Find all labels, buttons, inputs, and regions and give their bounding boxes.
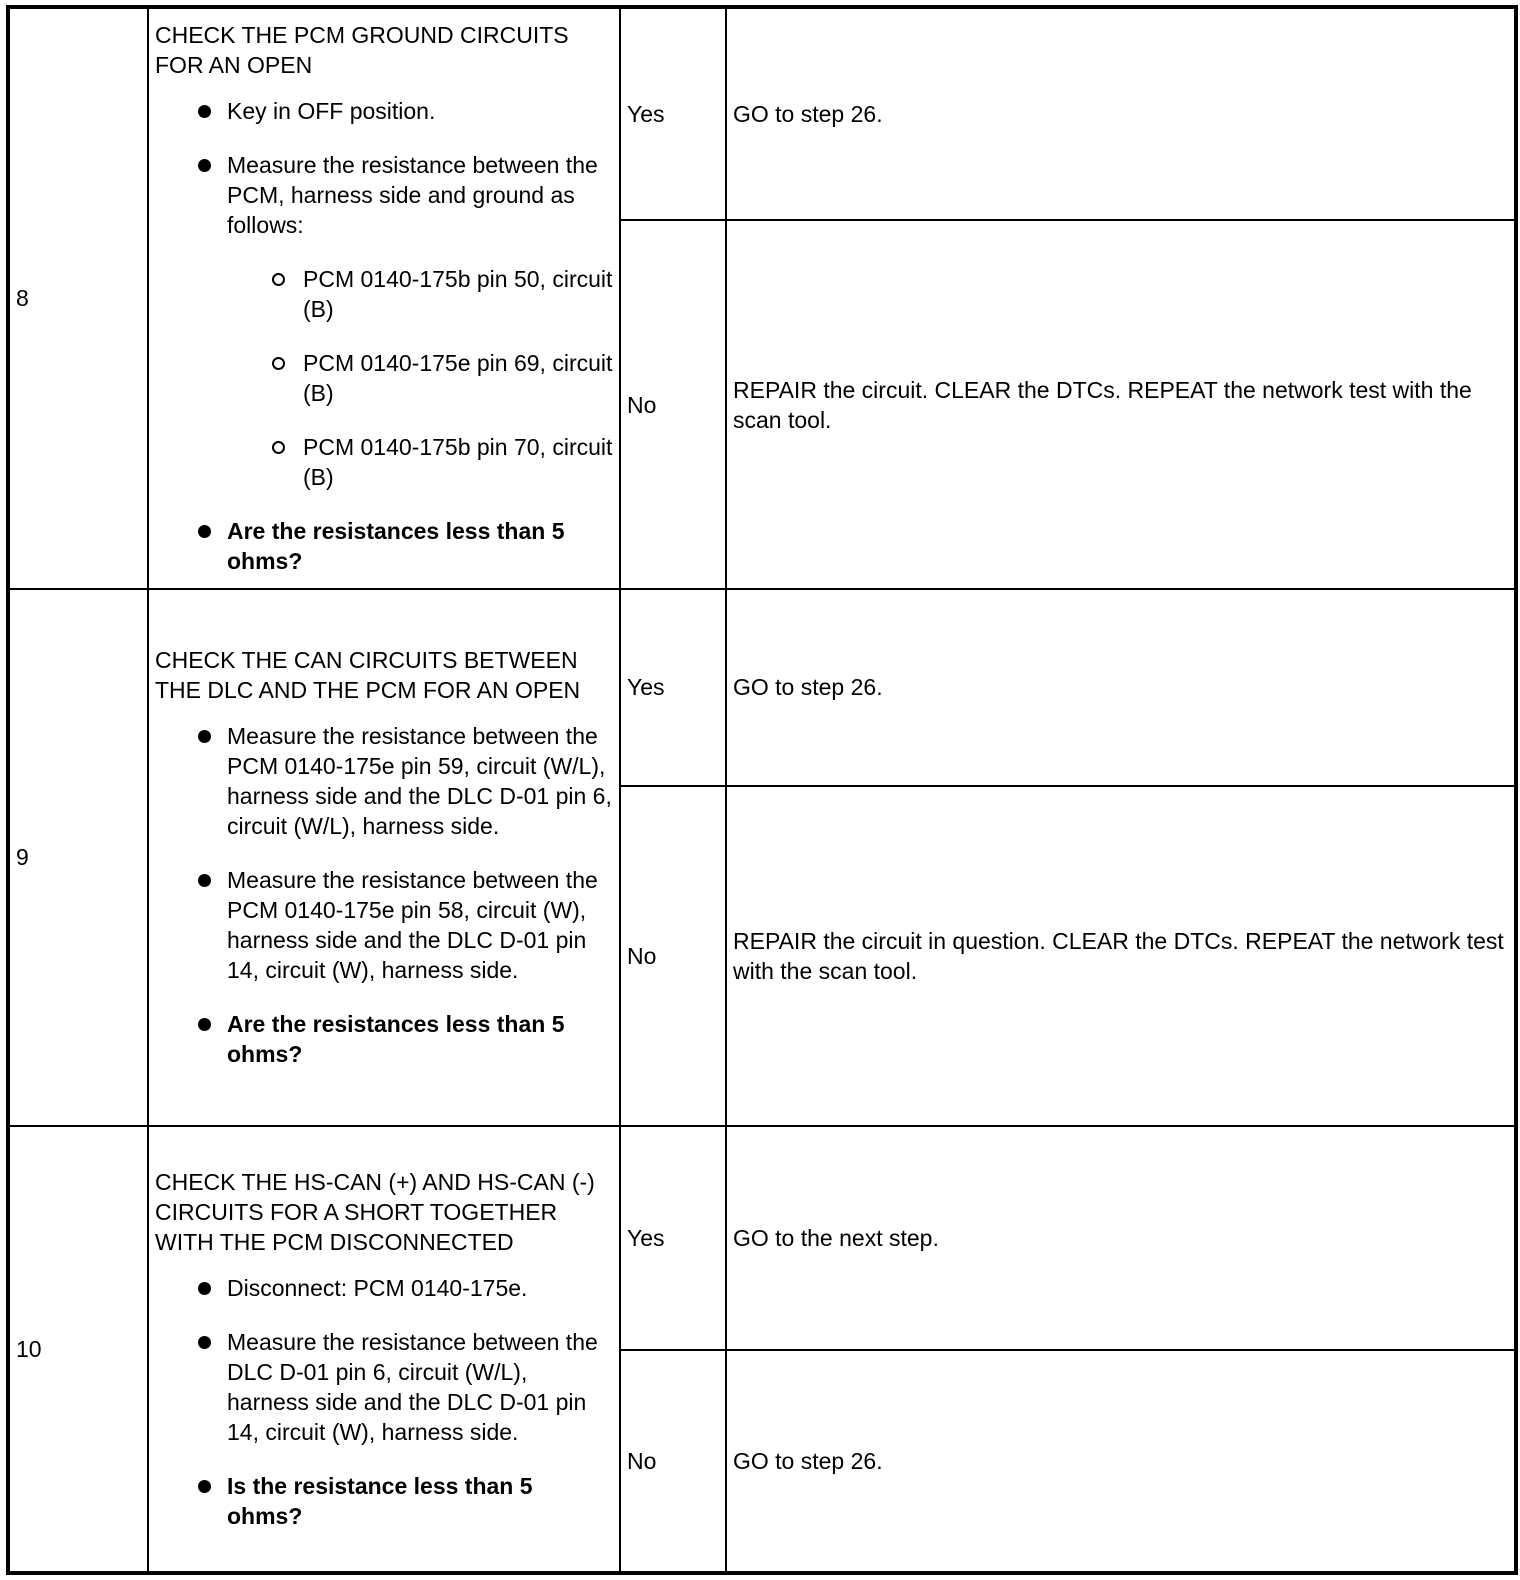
action-item-text: Measure the resistance between the PCM, harness side and ground as follows: bbox=[227, 152, 598, 239]
action-item: Measure the resistance between the DLC D-01 pin 6, circuit (W/L), harness side and the DLC D-01 pin 14, circuit (W), harness side. bbox=[227, 1327, 613, 1447]
step-heading: CHECK THE HS-CAN (+) AND HS-CAN (-) CIRCUITS FOR A SHORT TOGETHER WITH THE PCM DISCONNECTED bbox=[155, 1169, 595, 1256]
step-action bbox=[148, 1126, 620, 1573]
sub-action-item: PCM 0140-175b pin 50, circuit (B) bbox=[303, 266, 613, 323]
yes-label: Yes bbox=[620, 7, 726, 220]
step-row bbox=[8, 7, 1516, 220]
action-item bbox=[227, 150, 613, 492]
diagnostic-table bbox=[6, 5, 1518, 1575]
step-number: 10 bbox=[8, 1126, 148, 1573]
action-item: Disconnect: PCM 0140-175e. bbox=[227, 1273, 613, 1303]
step-action bbox=[148, 589, 620, 1126]
no-label: No bbox=[620, 1350, 726, 1573]
question-item: Is the resistance less than 5 ohms? bbox=[227, 1471, 613, 1531]
sub-action-item: PCM 0140-175e pin 69, circuit (B) bbox=[303, 350, 613, 407]
action-list bbox=[155, 96, 613, 576]
question-item: Are the resistances less than 5 ohms? bbox=[227, 1009, 613, 1069]
step-row bbox=[8, 589, 1516, 786]
yes-label: Yes bbox=[620, 589, 726, 786]
no-label: No bbox=[620, 220, 726, 588]
sub-action-item: PCM 0140-175b pin 70, circuit (B) bbox=[303, 434, 613, 491]
no-result: REPAIR the circuit. CLEAR the DTCs. REPEAT the network test with the scan tool. bbox=[726, 220, 1516, 588]
question-item: Are the resistances less than 5 ohms? bbox=[227, 516, 613, 576]
step-action bbox=[148, 7, 620, 589]
step-number: 8 bbox=[8, 7, 148, 589]
no-label: No bbox=[620, 786, 726, 1126]
no-result: REPAIR the circuit in question. CLEAR the DTCs. REPEAT the network test with the scan tool. bbox=[726, 786, 1516, 1126]
yes-result: GO to step 26. bbox=[726, 7, 1516, 220]
sub-action-list bbox=[227, 264, 613, 492]
action-list bbox=[155, 721, 613, 1069]
action-item: Measure the resistance between the PCM 0140-175e pin 59, circuit (W/L), harness side and the DLC D-01 pin 6, circuit (W/L), harness side. bbox=[227, 723, 612, 840]
action-item: Measure the resistance between the PCM 0140-175e pin 58, circuit (W), harness side and the DLC D-01 pin 14, circuit (W), harness side. bbox=[227, 865, 613, 985]
no-result: GO to step 26. bbox=[726, 1350, 1516, 1573]
yes-result: GO to step 26. bbox=[726, 589, 1516, 786]
diagnostic-table-frame bbox=[6, 5, 1514, 1575]
step-row bbox=[8, 1126, 1516, 1349]
yes-result: GO to the next step. bbox=[726, 1126, 1516, 1349]
action-item: Key in OFF position. bbox=[227, 96, 613, 126]
step-heading: CHECK THE PCM GROUND CIRCUITS FOR AN OPEN bbox=[155, 22, 569, 79]
step-heading: CHECK THE CAN CIRCUITS BETWEEN THE DLC AND THE PCM FOR AN OPEN bbox=[155, 647, 581, 704]
yes-label: Yes bbox=[620, 1126, 726, 1349]
step-number: 9 bbox=[8, 589, 148, 1126]
action-list bbox=[155, 1273, 613, 1531]
